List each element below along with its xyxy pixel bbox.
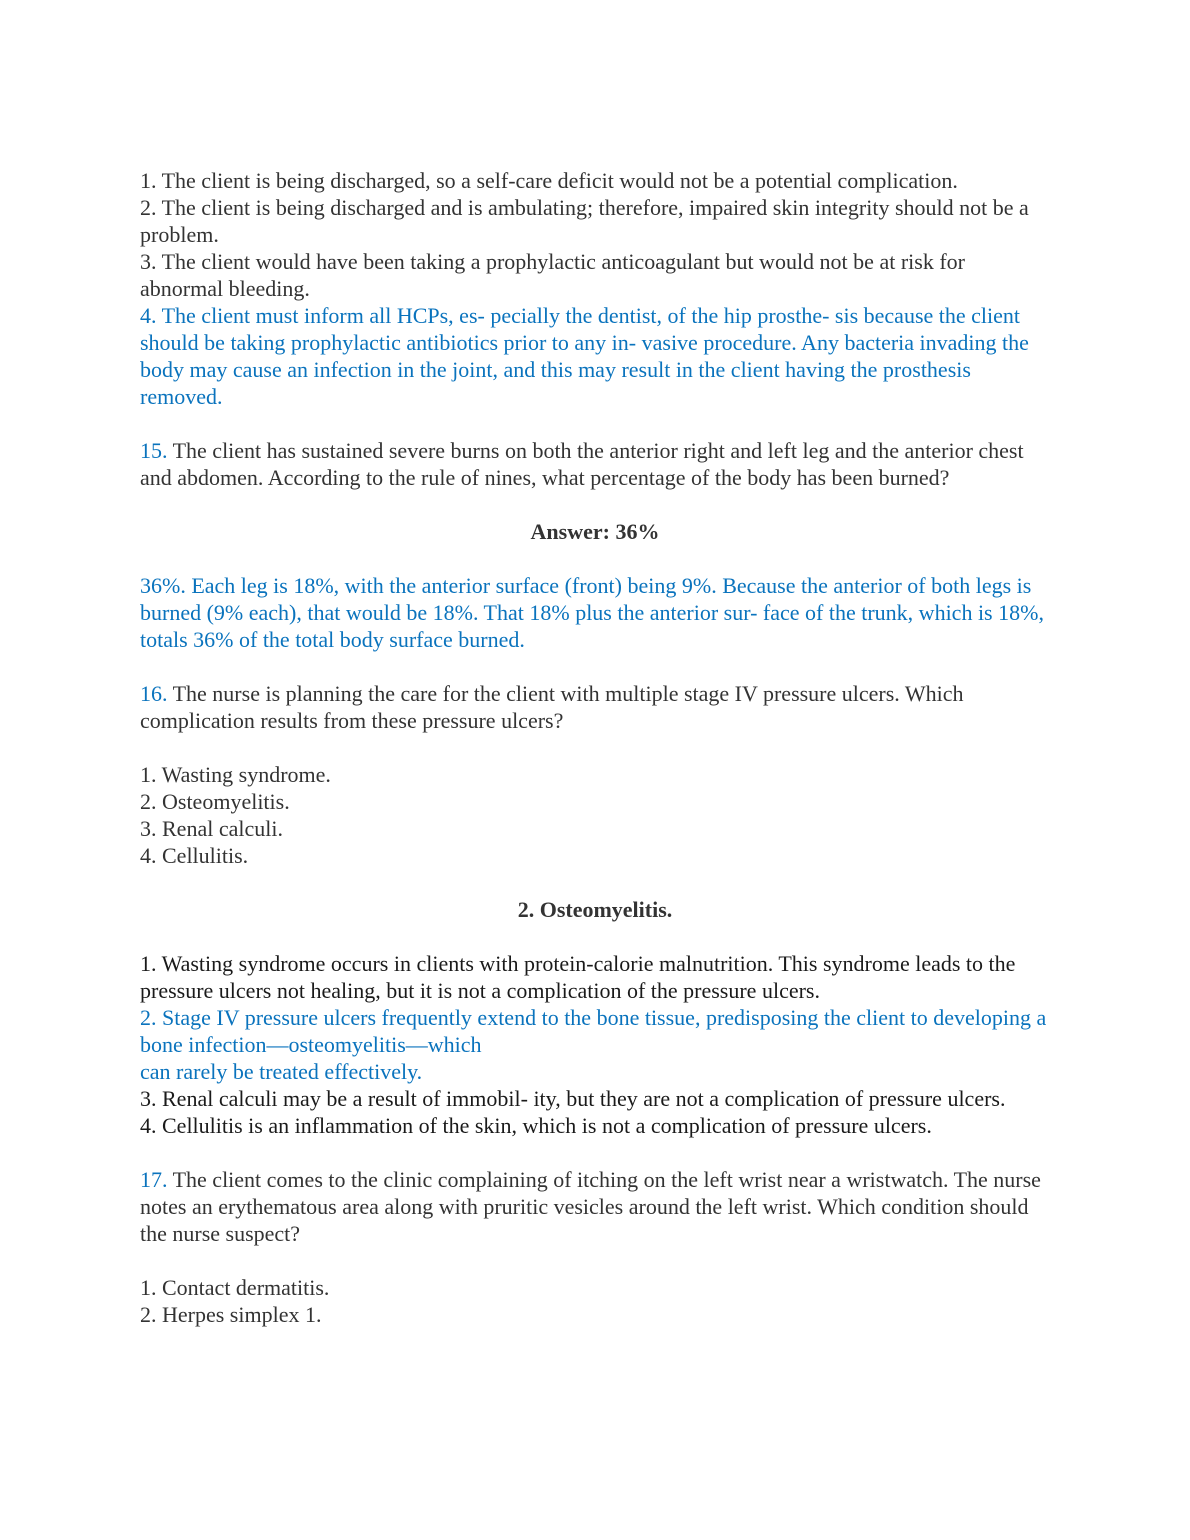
q17-stem-text: The client comes to the clinic complaining of itching on the left wrist near a wristwatch. The nurse notes an erythematous area along with pruritic vesicles around the left wrist. Which condition should the nurse suspect? (140, 1167, 1041, 1246)
q14-rationale-2: 2. The client is being discharged and is ambulating; therefore, impaired skin integrity should not be a problem. (140, 195, 1029, 247)
q16-stem (140, 680, 1050, 734)
q15-number: 15. (140, 438, 168, 463)
q14-rationale-1: 1. The client is being discharged, so a self-care deficit would not be a potential complication. (140, 168, 958, 193)
q14-rationale-4-correct: 4. The client must inform all HCPs, es- pecially the dentist, of the hip prosthe- sis because the client should be taking prophylactic antibiotics prior to any in- vasive procedure. Any bacteria invading the body may cause an infection in the joint, and this may result in the client having the prosthesis removed. (140, 303, 1029, 409)
q15-stem-text: The client has sustained severe burns on both the anterior right and left leg and the anterior chest and abdomen. According to the rule of nines, what percentage of the body has been burned? (140, 438, 1024, 490)
q16-option-3: 3. Renal calculi. (140, 816, 283, 841)
spacer (140, 1247, 1050, 1274)
q16-option-2: 2. Osteomyelitis. (140, 789, 290, 814)
spacer (140, 923, 1050, 950)
q16-rationale-2-correct: 2. Stage IV pressure ulcers frequently extend to the bone tissue, predisposing the client to developing a bone infection—osteomyelitis—which (140, 1005, 1047, 1057)
q15-stem (140, 437, 1050, 491)
q16-rationale-1: 1. Wasting syndrome occurs in clients with protein-calorie malnutrition. This syndrome leads to the pressure ulcers not healing, but it is not a complication of the pressure ulcers. (140, 951, 1016, 1003)
q16-rationale-4: 4. Cellulitis is an inflammation of the skin, which is not a complication of pressure ulcers. (140, 1113, 932, 1138)
q15-answer: Answer: 36% (530, 519, 660, 544)
q17-option-1: 1. Contact dermatitis. (140, 1275, 330, 1300)
spacer (140, 653, 1050, 680)
spacer (140, 545, 1050, 572)
spacer (140, 491, 1050, 518)
document-page (140, 167, 1050, 1328)
q16-stem-text: The nurse is planning the care for the client with multiple stage IV pressure ulcers. Which complication results from these pressure ulcers? (140, 681, 964, 733)
q16-rationale-2-continued: can rarely be treated effectively. (140, 1059, 423, 1084)
q16-option-1: 1. Wasting syndrome. (140, 762, 331, 787)
q16-number: 16. (140, 681, 168, 706)
q16-rationale-3: 3. Renal calculi may be a result of immobil- ity, but they are not a complication of pressure ulcers. (140, 1086, 1006, 1111)
spacer (140, 734, 1050, 761)
q16-answer: 2. Osteomyelitis. (517, 897, 673, 922)
q16-option-4: 4. Cellulitis. (140, 843, 249, 868)
q17-option-2: 2. Herpes simplex 1. (140, 1302, 322, 1327)
q15-rationale: 36%. Each leg is 18%, with the anterior surface (front) being 9%. Because the anterior of both legs is burned (9% each), that would be 18%. That 18% plus the anterior sur- face of the trunk, which is 18%, totals 36% of the total body surface burned. (140, 573, 1044, 652)
q17-number: 17. (140, 1167, 168, 1192)
spacer (140, 869, 1050, 896)
spacer (140, 1139, 1050, 1166)
q17-stem (140, 1166, 1050, 1247)
spacer (140, 410, 1050, 437)
q14-rationale-3: 3. The client would have been taking a prophylactic anticoagulant but would not be at risk for abnormal bleeding. (140, 249, 965, 301)
